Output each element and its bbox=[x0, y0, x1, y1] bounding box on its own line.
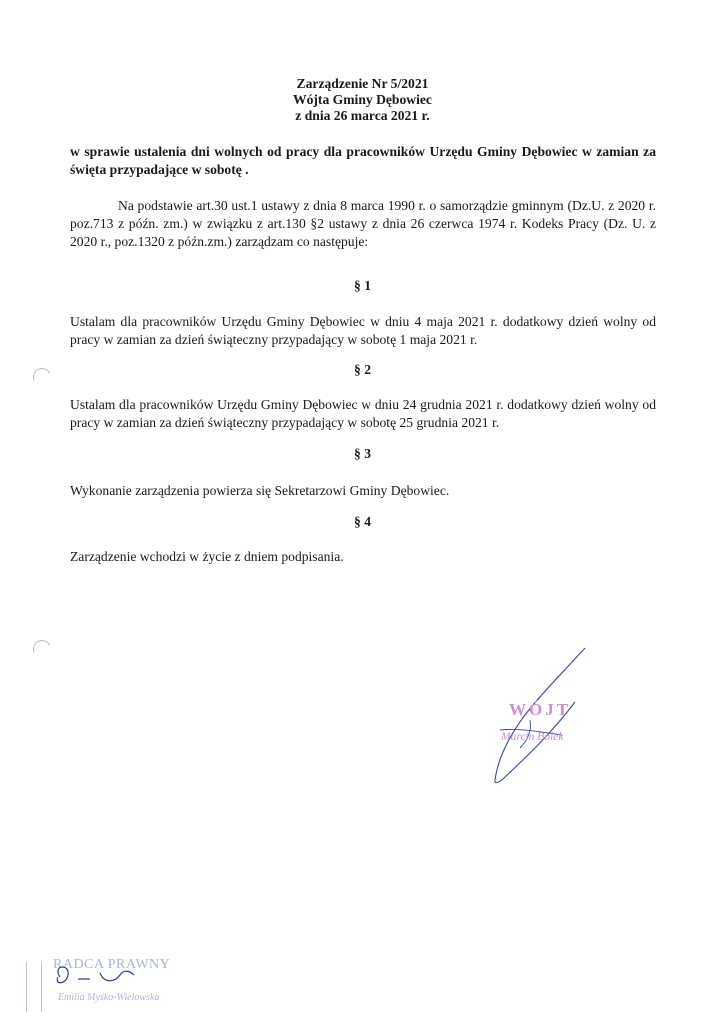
header-issuer: Wójta Gminy Dębowiec bbox=[293, 92, 432, 107]
section-3-text: Wykonanie zarządzenia powierza się Sekretarzowi Gminy Dębowiec. bbox=[70, 483, 450, 498]
legal-stamp-title: RADCA PRAWNY bbox=[53, 957, 171, 972]
section-4-heading: § 4 bbox=[354, 514, 371, 529]
legal-stamp-name: Emilia Myśko-Wielowska bbox=[58, 992, 160, 1003]
signature-stamp-name: Marcin Bolek bbox=[501, 731, 564, 743]
section-4-text: Zarządzenie wchodzi w życie z dniem podpisania. bbox=[70, 549, 344, 564]
section-2-heading: § 2 bbox=[354, 362, 371, 377]
punch-hole-mark bbox=[30, 637, 53, 660]
section-1-text: Ustalam dla pracowników Urzędu Gminy Dębowiec w dniu 4 maja 2021 r. dodatkowy dzień wolny od pracy w zamian za dzień świąteczny przypadający w sobotę 1 maja 2021 r. bbox=[70, 314, 656, 347]
document-subject: w sprawie ustalenia dni wolnych od pracy dla pracowników Urzędu Gminy Dębowiec w zamian za święta przypadające w sobotę . bbox=[70, 144, 656, 177]
section-3-heading: § 3 bbox=[354, 446, 371, 461]
section-2-text: Ustalam dla pracowników Urzędu Gminy Dębowiec w dniu 24 grudnia 2021 r. dodatkowy dzień wolny od pracy w zamian za dzień świąteczny przypadający w sobotę 25 grudnia 2021 r. bbox=[70, 397, 656, 430]
section-1-heading: § 1 bbox=[354, 278, 371, 293]
preamble-paragraph: Na podstawie art.30 ust.1 ustawy z dnia 8 marca 1990 r. o samorządzie gminnym (Dz.U. z 2020 r. poz.713 z późn. zm.) w związku z art.130 §2 ustawy z dnia 26 czerwca 1974 r. Kodeks Pracy (Dz. U. z 2020 r., poz.1320 z późn.zm.) zarządzam co następuje: bbox=[70, 198, 656, 249]
legal-counsel-signature bbox=[30, 955, 160, 995]
signature-stamp-title: WÓJT bbox=[509, 700, 572, 719]
header-title: Zarządzenie Nr 5/2021 bbox=[296, 76, 429, 91]
header-date: z dnia 26 marca 2021 r. bbox=[295, 108, 430, 123]
document-header bbox=[0, 76, 725, 124]
